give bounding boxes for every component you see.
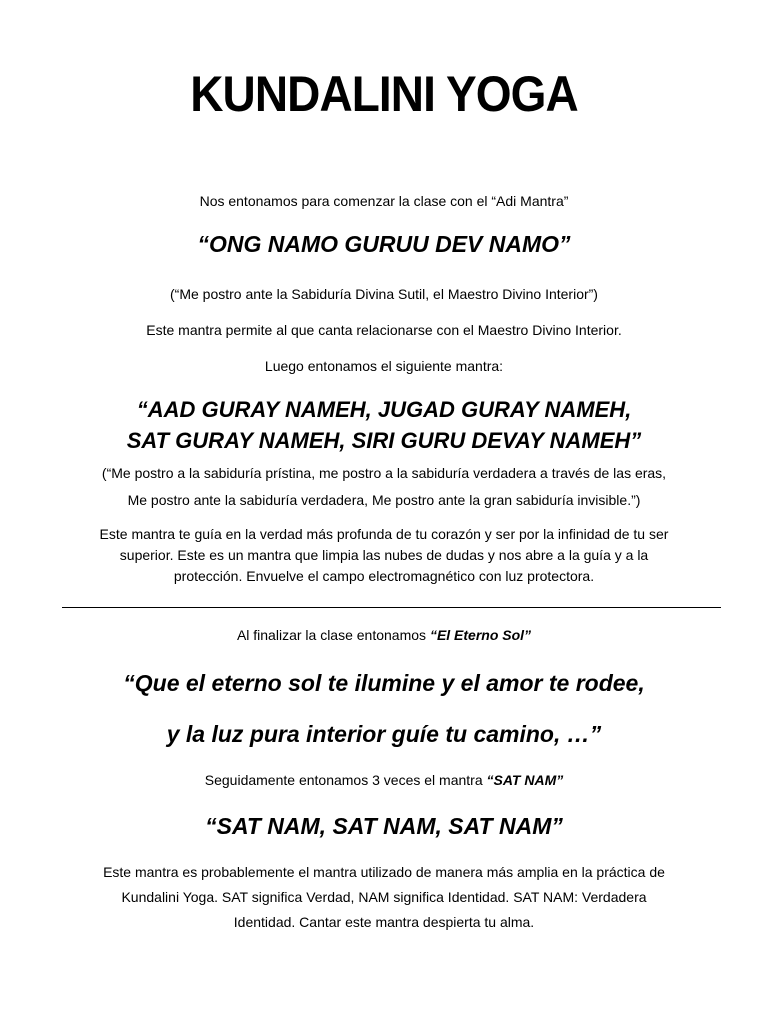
satnam-intro-emphasis: “SAT NAM”	[486, 772, 564, 788]
closing-intro	[0, 625, 768, 645]
adi-description: Este mantra permite al que canta relacionarse con el Maestro Divino Interior.	[146, 322, 622, 338]
closing-intro-text: Al finalizar la clase entonamos	[236, 627, 430, 643]
second-translation	[0, 460, 768, 514]
satnam-intro	[0, 770, 768, 790]
second-description	[60, 524, 708, 587]
eterno-sol-line-1: “Que el eterno sol te ilumine y el amor te rodee,	[123, 670, 645, 696]
second-mantra	[0, 394, 768, 456]
adi-mantra: “ONG NAMO GURUU DEV NAMO”	[197, 231, 571, 257]
satnam-description-line-1: Este mantra es probablemente el mantra utilizado de manera más amplia en la práctica de	[103, 864, 665, 880]
second-mantra-line-2: SAT GURAY NAMEH, SIRI GURU DEVAY NAMEH”	[126, 428, 642, 453]
second-translation-line-2: Me postro ante la sabiduría verdadera, Me postro ante la gran sabiduría invisible.”)	[127, 492, 641, 508]
satnam-description-line-2: Kundalini Yoga. SAT significa Verdad, NAM significa Identidad. SAT NAM: Verdadera	[121, 889, 647, 905]
satnam-description	[60, 860, 708, 935]
satnam-mantra: “SAT NAM, SAT NAM, SAT NAM”	[205, 813, 563, 839]
satnam-description-line-3: Identidad. Cantar este mantra despierta tu alma.	[233, 914, 535, 930]
closing-intro-emphasis: “El Eterno Sol”	[429, 627, 532, 643]
second-mantra-line-1: “AAD GURAY NAMEH, JUGAD GURAY NAMEH,	[136, 397, 632, 422]
satnam-intro-text: Seguidamente entonamos 3 veces el mantra	[204, 772, 487, 788]
intro-text: Nos entonamos para comenzar la clase con el “Adi Mantra”	[199, 193, 569, 209]
second-description-line-1: Este mantra te guía en la verdad más profunda de tu corazón y ser por la infinidad de tu ser	[99, 526, 669, 542]
second-description-line-3: protección. Envuelve el campo electromagnético con luz protectora.	[173, 568, 595, 584]
eterno-sol-line-2: y la luz pura interior guíe tu camino, …”	[166, 721, 602, 747]
section-divider	[62, 607, 721, 608]
page-title: KUNDALINI YOGA	[190, 66, 578, 122]
next-mantra-intro: Luego entonamos el siguiente mantra:	[264, 358, 504, 374]
second-description-line-2: superior. Este es un mantra que limpia las nubes de dudas y nos abre a la guía y a la	[119, 547, 649, 563]
second-translation-line-1: (“Me postro a la sabiduría prístina, me postro a la sabiduría verdadera a través de las eras,	[101, 465, 667, 481]
adi-translation: (“Me postro ante la Sabiduría Divina Sutil, el Maestro Divino Interior”)	[170, 286, 598, 302]
